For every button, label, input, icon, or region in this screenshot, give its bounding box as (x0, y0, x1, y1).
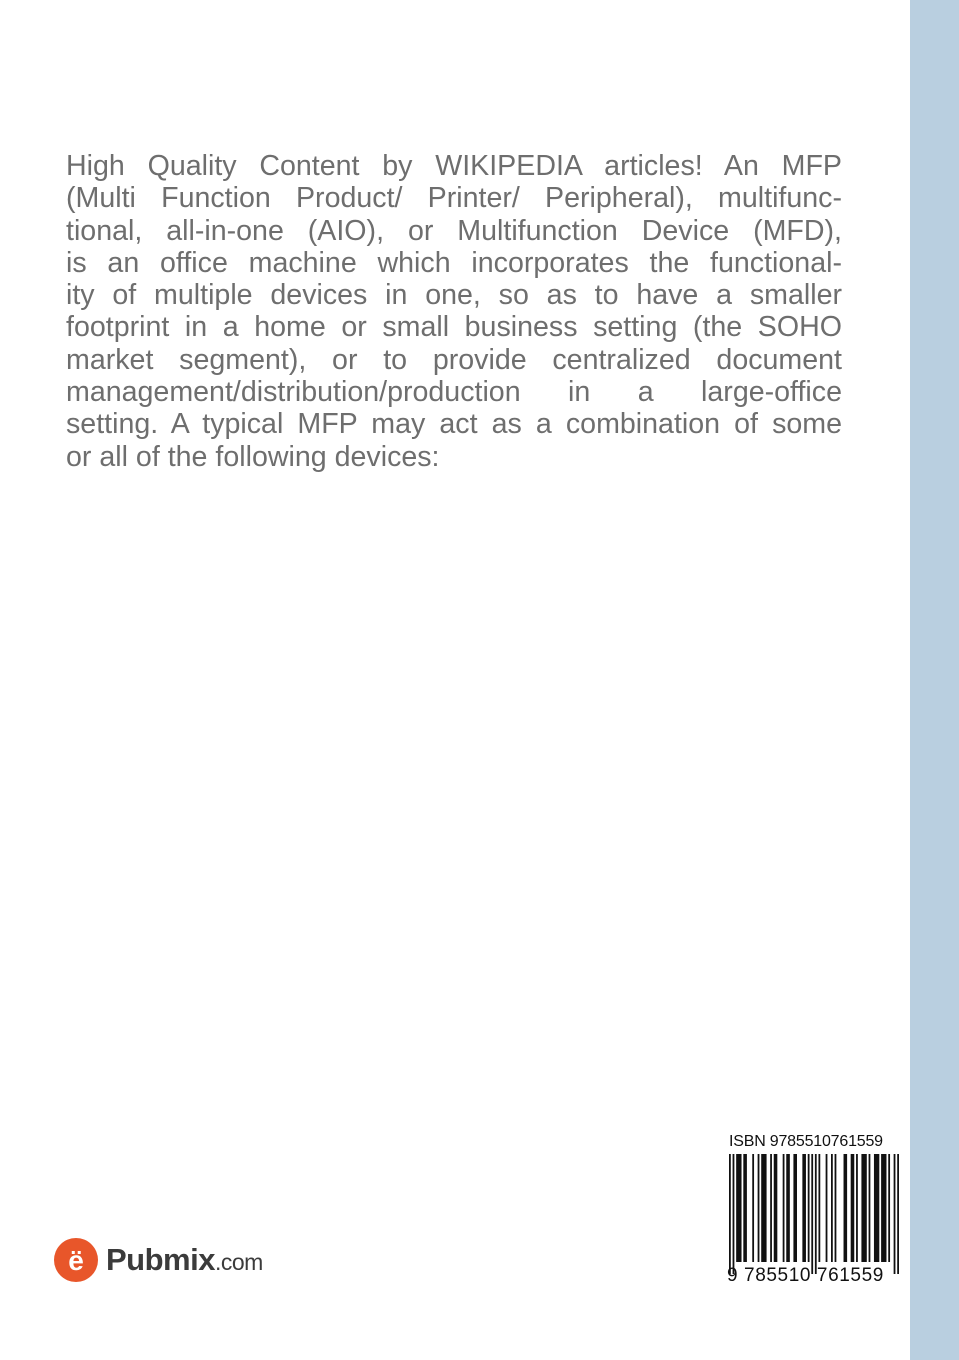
barcode-bar (869, 1154, 871, 1262)
blurb-line: High Quality Content by WIKIPEDIA articles! An MFP (66, 150, 842, 182)
blurb-line: management/distribution/production in a large-office (66, 376, 842, 409)
blurb-line: footprint in a home or small business setting (the SOHO (66, 311, 842, 344)
barcode-bar (897, 1154, 899, 1274)
barcode-bar (729, 1154, 731, 1274)
blurb-line: is an office machine which incorporates the functional- (66, 246, 842, 279)
publisher-name (106, 1242, 263, 1278)
pubmix-logo-icon (54, 1238, 98, 1282)
publisher-logo (54, 1238, 263, 1282)
barcode-bar (793, 1154, 797, 1262)
barcode-bar (770, 1154, 772, 1262)
blurb-line: (Multi Function Product/ Printer/ Peripheral), multifunc- (66, 182, 842, 215)
barcode-bars (729, 1154, 899, 1274)
barcode-bar (856, 1154, 858, 1262)
barcode-bar (761, 1154, 766, 1262)
barcode-bar (831, 1154, 833, 1262)
spine-color-strip (910, 0, 959, 1360)
barcode-bar (888, 1154, 890, 1262)
barcode-bar (783, 1154, 785, 1262)
barcode-bar (802, 1154, 806, 1262)
barcode-bar (752, 1154, 754, 1262)
blurb-line: tional, all-in-one (AIO), or Multifunction Device (MFD), (66, 214, 842, 247)
barcode-bar (736, 1154, 741, 1262)
barcode-bar (733, 1154, 735, 1274)
barcode-bar (826, 1154, 828, 1262)
barcode-bar (743, 1154, 747, 1262)
logo-letter: ë (68, 1245, 84, 1276)
blurb-line: or all of the following devices: (66, 440, 440, 473)
isbn-digits: 9 785510 761559 (727, 1265, 884, 1286)
publisher-tld: .com (214, 1249, 263, 1275)
barcode-bar (844, 1154, 848, 1262)
barcode-bar (815, 1154, 817, 1274)
barcode-bar (786, 1154, 790, 1262)
barcode-bar (835, 1154, 837, 1262)
isbn-label: ISBN 9785510761559 (729, 1133, 883, 1150)
cover-blurb (66, 150, 842, 473)
barcode-bar (874, 1154, 879, 1262)
barcode-bar (774, 1154, 778, 1262)
blurb-line: ity of multiple devices in one, so as to have a smaller (66, 279, 842, 312)
barcode-bar (811, 1154, 813, 1274)
publisher-name-text: Pubmix (106, 1242, 215, 1277)
blurb-line: market segment), or to provide centralized document (66, 343, 842, 376)
isbn-barcode (727, 1133, 899, 1293)
barcode-bar (881, 1154, 886, 1262)
barcode-bar (861, 1154, 866, 1262)
barcode-bar (758, 1154, 760, 1262)
barcode-bar (851, 1154, 855, 1262)
barcode-bar (894, 1154, 896, 1274)
blurb-line: setting. A typical MFP may act as a combination of some (66, 408, 842, 441)
barcode-bar (818, 1154, 820, 1262)
barcode-bar (808, 1154, 810, 1262)
